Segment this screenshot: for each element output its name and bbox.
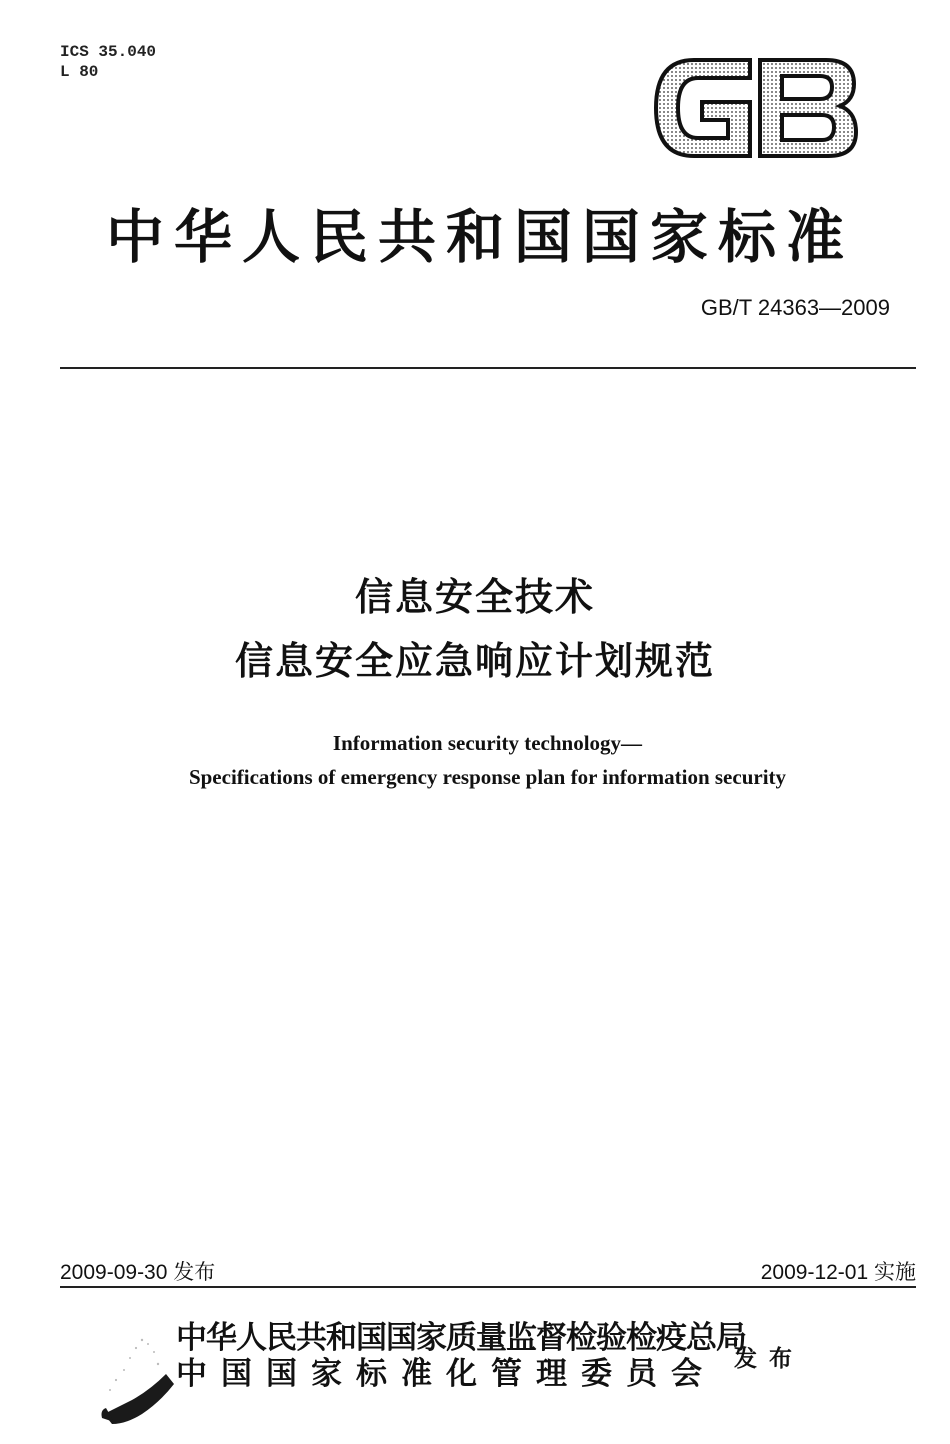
header-divider [60, 367, 916, 369]
seal-stamp-icon [96, 1330, 180, 1426]
chinese-title-line-1: 信息安全技术 [354, 575, 595, 619]
implementation-date: 2009-12-01 实施 [760, 1261, 916, 1284]
gb-logo-icon [650, 54, 862, 162]
footer-divider [60, 1286, 916, 1288]
english-title-line-2: Specifications of emergency response plan for information security [188, 765, 787, 789]
issuer-sac: 中国国家标准化管理委员会 [176, 1356, 716, 1392]
issuer-aqsiq: 中华人民共和国国家质量监督检验检疫总局 [176, 1320, 746, 1356]
classification-codes [60, 42, 156, 82]
chinese-title-line-2: 信息安全应急响应计划规范 [234, 639, 715, 683]
issue-date: 2009-09-30 发布 [60, 1261, 216, 1284]
english-title-line-1: Information security technology— [332, 731, 643, 755]
standard-number: GB/T 24363—2009 [700, 295, 890, 320]
ccs-code: L 80 [60, 63, 99, 81]
national-standard-title: 中华人民共和国国家标准 [105, 203, 854, 271]
publish-label: 发布 [734, 1345, 804, 1372]
ics-code: ICS 35.040 [60, 43, 157, 61]
